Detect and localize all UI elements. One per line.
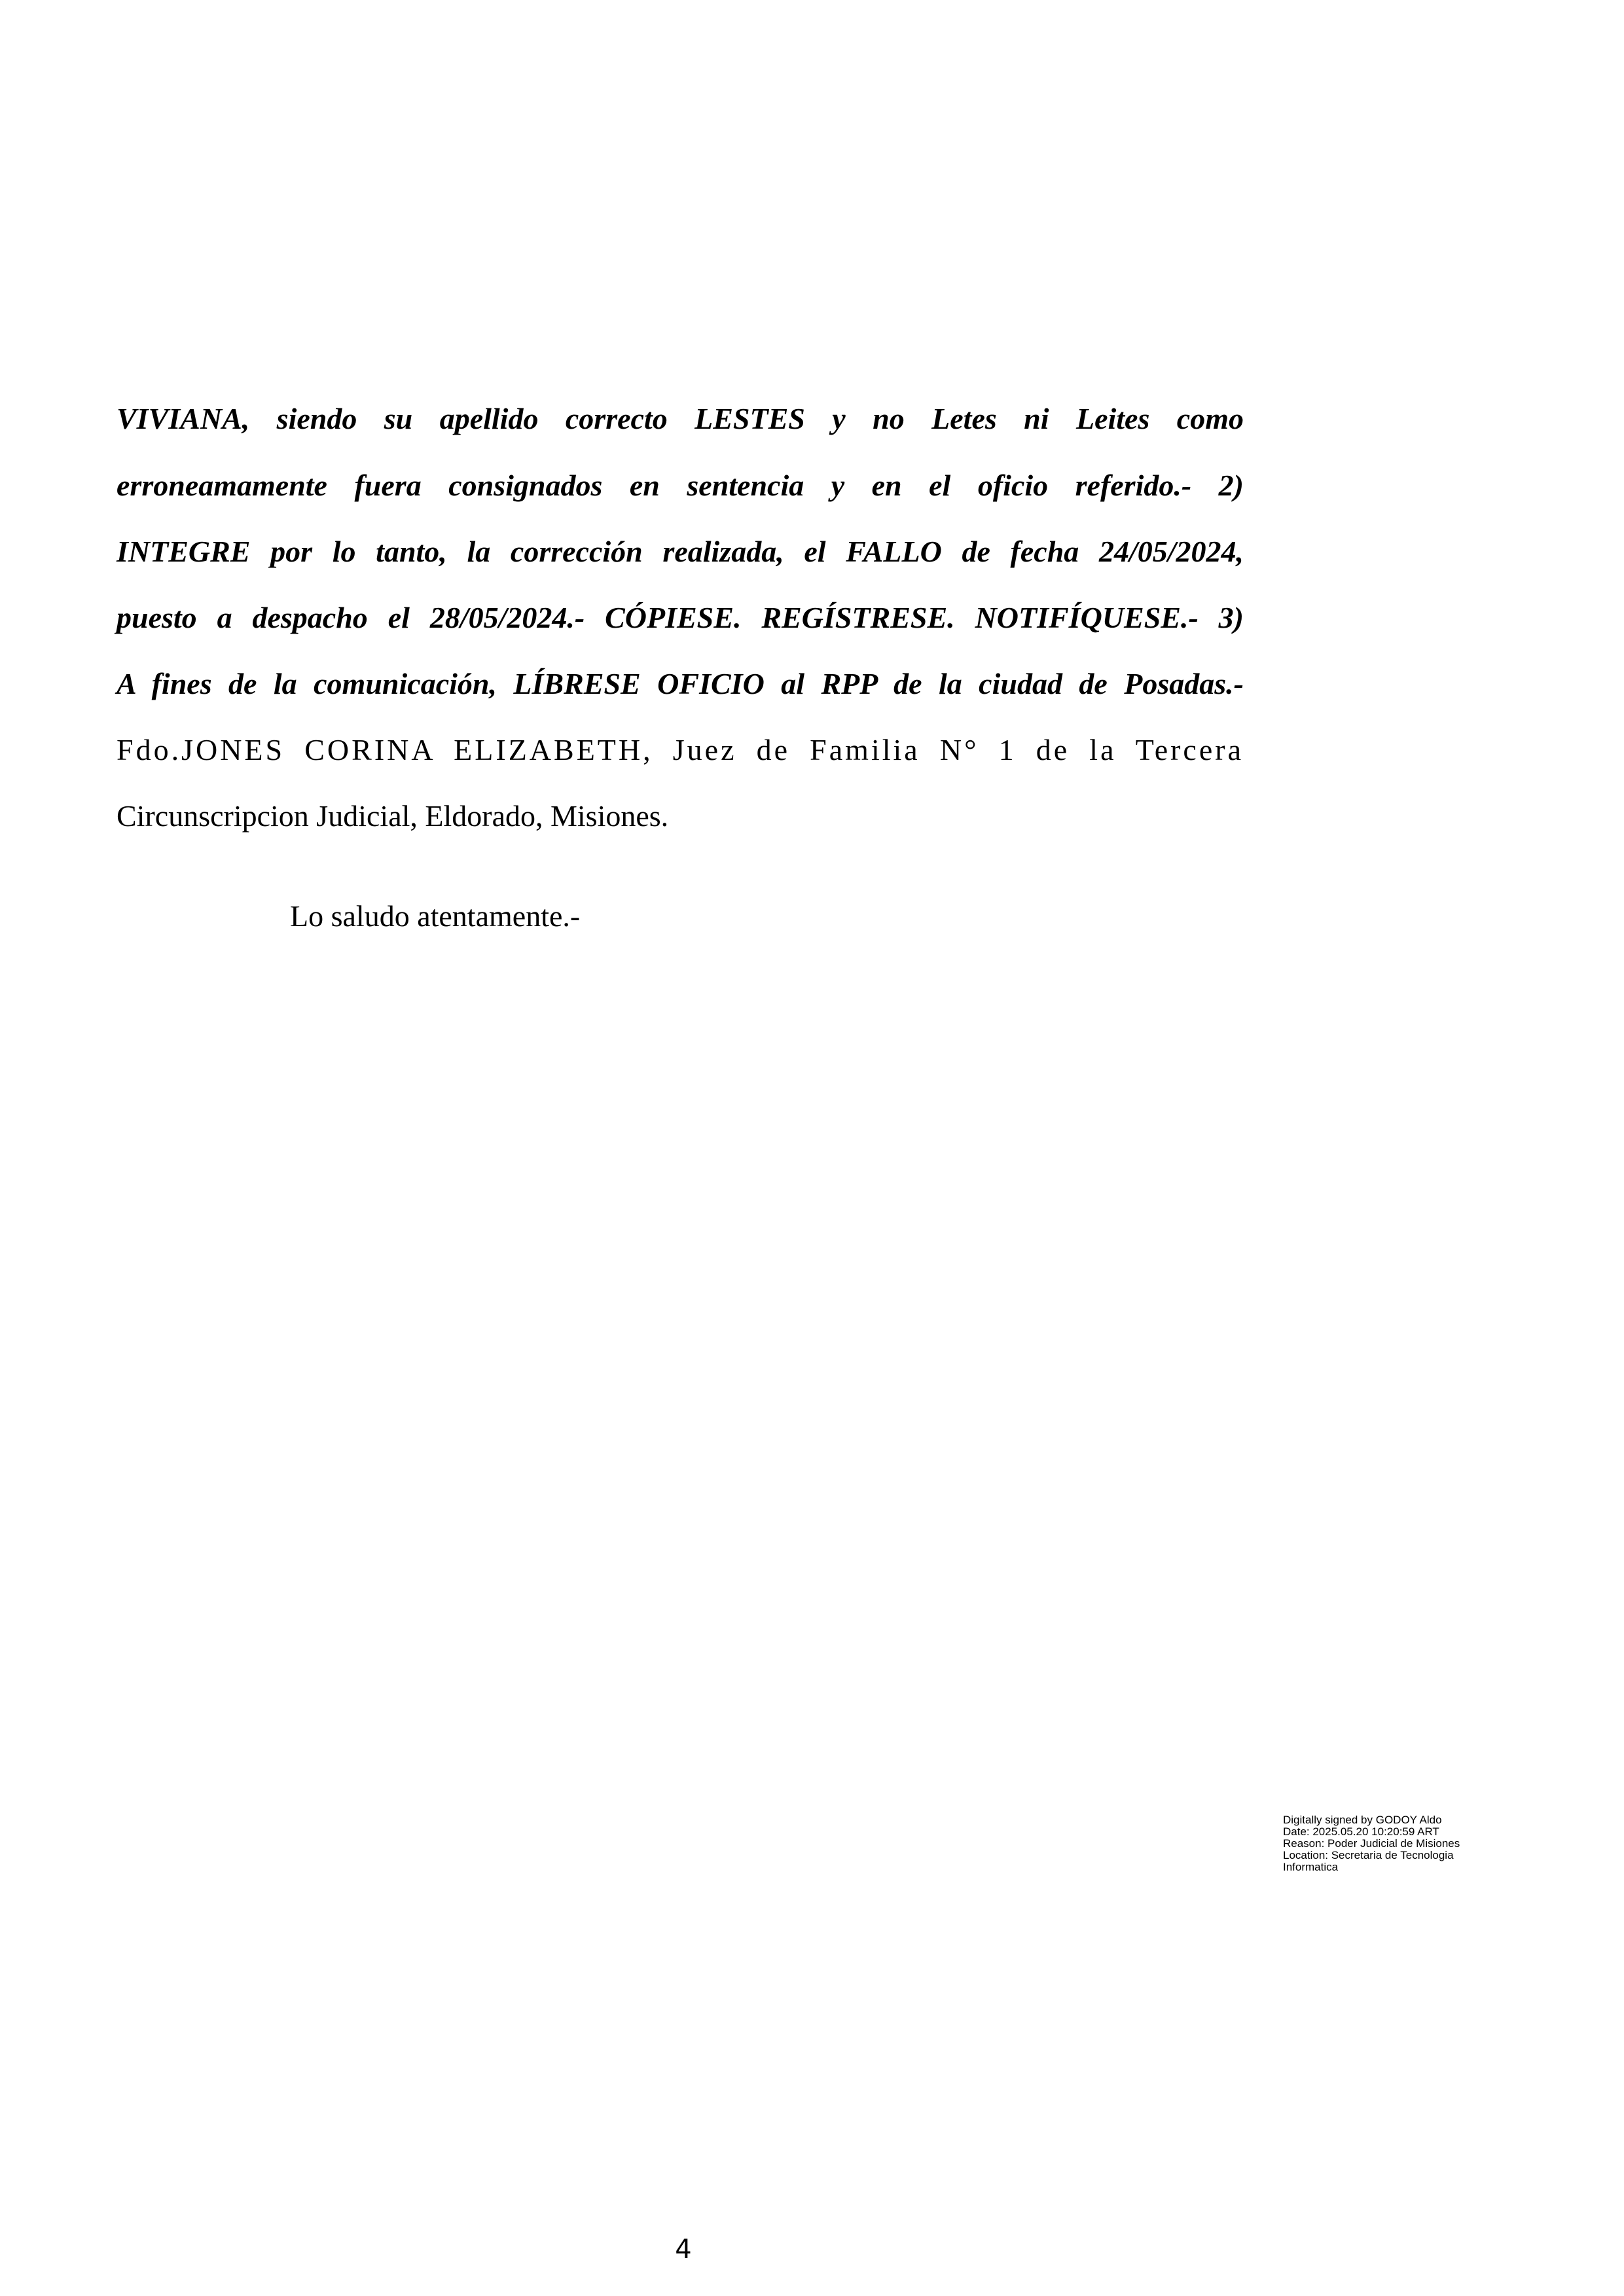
body-line-3: INTEGRE por lo tanto, la corrección realizada, el FALLO de fecha 24/05/2024, bbox=[117, 535, 1244, 568]
signature-date: Date: 2025.05.20 10:20:59 ART bbox=[1283, 1825, 1439, 1838]
signature-location-cont: Informatica bbox=[1283, 1861, 1339, 1873]
body-line-5: A fines de la comunicación, LÍBRESE OFICIO al RPP de la ciudad de Posadas.- bbox=[117, 667, 1244, 700]
body-line-1: VIVIANA, siendo su apellido correcto LESTES y no Letes ni Leites como bbox=[117, 402, 1244, 435]
signature-signer: Digitally signed by GODOY Aldo bbox=[1283, 1814, 1442, 1826]
body-line-2: erroneamamente fuera consignados en sentencia y en el oficio referido.- 2) bbox=[117, 469, 1244, 502]
digital-signature-block bbox=[1283, 1814, 1460, 1873]
body-line-4: puesto a despacho el 28/05/2024.- CÓPIESE. REGÍSTRESE. NOTIFÍQUESE.- 3) bbox=[117, 601, 1244, 634]
page-number: 4 bbox=[675, 2234, 692, 2265]
body-line-7: Circunscripcion Judicial, Eldorado, Misiones. bbox=[117, 799, 669, 833]
body-line-6: Fdo.JONES CORINA ELIZABETH, Juez de Familia N° 1 de la Tercera bbox=[117, 733, 1244, 766]
signature-reason: Reason: Poder Judicial de Misiones bbox=[1283, 1837, 1460, 1850]
signature-location: Location: Secretaria de Tecnologia bbox=[1283, 1849, 1454, 1861]
closing-salutation: Lo saludo atentamente.- bbox=[290, 899, 581, 933]
